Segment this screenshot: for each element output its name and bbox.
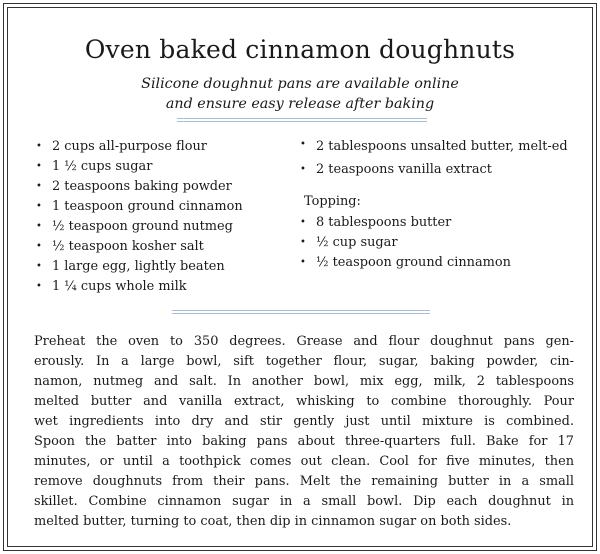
recipe-card <box>7 7 593 547</box>
bullet-icon: • <box>36 241 42 252</box>
instructions-paragraph <box>34 332 574 532</box>
subtitle-line-2: and ensure easy release after baking <box>165 96 435 112</box>
instruction-line: melted butter and vanilla extract, whisking to combine thoroughly. Pour <box>34 394 574 409</box>
ingredient-item: • 2 tablespoons unsalted butter, melt-ed <box>300 139 568 154</box>
ingredients-list-left <box>34 137 304 297</box>
bullet-icon: • <box>36 141 42 152</box>
ingredients-list-right <box>298 137 578 180</box>
instruction-line: Preheat the oven to 350 degrees. Grease and flour doughnut pans gen- <box>34 334 574 349</box>
topping-list <box>298 213 578 273</box>
ingredient-item: • 1 large egg, lightly beaten <box>34 257 304 277</box>
instruction-line: skillet. Combine cinnamon sugar in a small bowl. Dip each doughnut in <box>34 494 574 509</box>
topping-item: • 8 tablespoons butter <box>298 213 578 233</box>
bullet-icon: • <box>36 281 42 292</box>
bullet-icon: • <box>36 221 42 232</box>
bullet-icon: • <box>36 261 42 272</box>
bullet-icon: • <box>300 257 306 268</box>
topping-item: • ½ cup sugar <box>298 233 578 253</box>
subtitle-line-1: Silicone doughnut pans are available online <box>141 76 459 92</box>
ingredient-item: • 2 teaspoons baking powder <box>34 177 304 197</box>
bullet-icon: • <box>300 237 306 248</box>
instruction-line: minutes, or until a toothpick comes out clean. Cool for five minutes, then <box>34 454 574 469</box>
instruction-line: melted butter, turning to coat, then dip in cinnamon sugar on both sides. <box>34 514 512 529</box>
ingredient-item: • 1 ¼ cups whole milk <box>34 277 304 297</box>
top-divider <box>177 118 427 122</box>
ingredients-left-column <box>34 137 304 297</box>
bullet-icon: • <box>300 139 306 150</box>
recipe-title: Oven baked cinnamon doughnuts <box>84 35 516 64</box>
ingredient-item: • 1 teaspoon ground cinnamon <box>34 197 304 217</box>
instruction-line: Spoon the batter into baking pans about three-quarters full. Bake for 17 <box>34 434 574 449</box>
ingredient-item: • ½ teaspoon kosher salt <box>34 237 304 257</box>
middle-divider <box>172 310 430 314</box>
instruction-line: erously. In a large bowl, sift together flour, sugar, baking powder, cin- <box>34 354 574 369</box>
ingredient-item: • 2 cups all-purpose flour <box>34 137 304 157</box>
topping-heading: Topping: <box>304 194 361 209</box>
bullet-icon: • <box>300 217 306 228</box>
instruction-line: remove doughnuts from their pans. Melt the remaining butter in a small <box>34 474 574 489</box>
bullet-icon: • <box>36 181 42 192</box>
bullet-icon: • <box>36 201 42 212</box>
bullet-icon: • <box>36 161 42 172</box>
topping-item: • ½ teaspoon ground cinnamon <box>298 253 578 273</box>
ingredient-item: • ½ teaspoon ground nutmeg <box>34 217 304 237</box>
ingredient-item: • 2 teaspoons vanilla extract <box>298 160 578 180</box>
ingredients-right-column <box>298 137 578 273</box>
recipe-subtitle <box>8 74 592 114</box>
instruction-line: namon, nutmeg and salt. In another bowl, mix egg, milk, 2 tablespoons <box>34 374 574 389</box>
ingredient-item: • 1 ½ cups sugar <box>34 157 304 177</box>
bullet-icon: • <box>300 164 306 175</box>
instruction-line: wet ingredients into dry and stir gently just until mixture is combined. <box>34 414 574 429</box>
